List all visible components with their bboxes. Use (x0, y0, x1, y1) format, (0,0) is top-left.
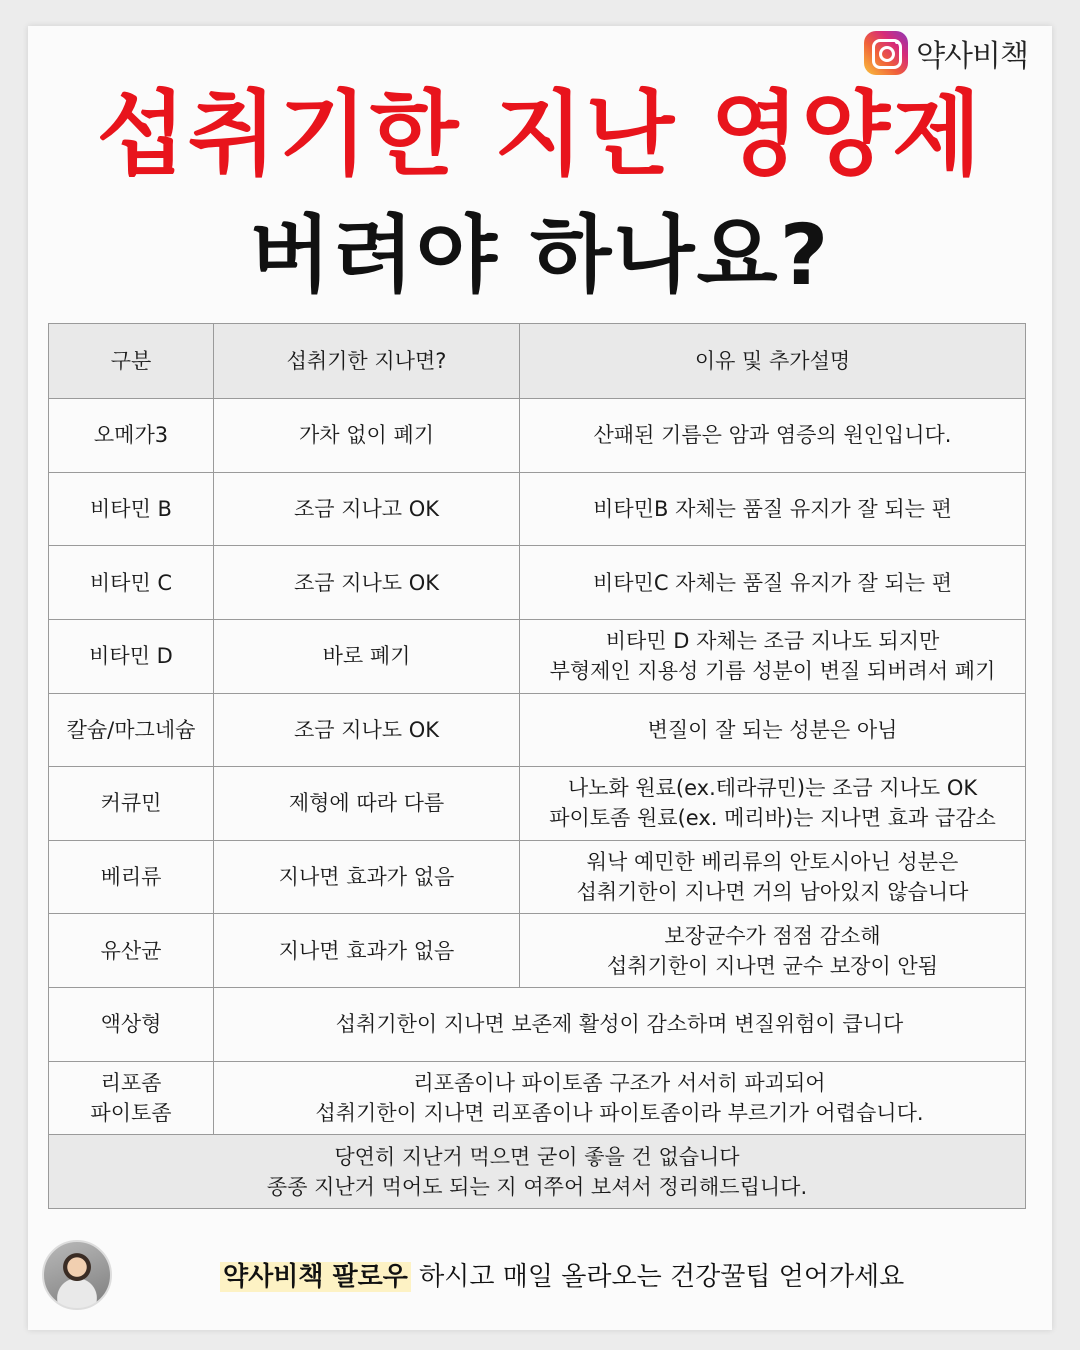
cell-line: 베리류 (100, 865, 162, 890)
cell-line: 지나면 효과가 없음 (278, 865, 455, 890)
cell-line: 나노화 원료(ex.테라큐민)는 조금 지나도 OK (567, 776, 978, 801)
cell-line: 커큐민 (100, 791, 162, 816)
cell-line: 조금 지나고 OK (293, 496, 440, 521)
reason-cell (520, 619, 1026, 693)
cell-line: 보장균수가 점점 감소해 (664, 923, 881, 948)
cell-line: 칼슘/마그네슘 (66, 717, 196, 742)
cell-line: 조금 지나도 OK (293, 570, 440, 595)
reason-cell (520, 840, 1026, 914)
cell-line: 오메가3 (93, 423, 169, 448)
category-cell (49, 619, 214, 693)
header-reason: 이유 및 추가설명 (520, 324, 1026, 399)
cell-line: 리포좀 (100, 1070, 162, 1095)
reason-cell (520, 399, 1026, 473)
after-expiry-cell (214, 619, 520, 693)
cta-rest: 하시고 매일 올라오는 건강꿀팁 얻어가세요 (410, 1262, 905, 1292)
after-expiry-cell (214, 693, 520, 767)
cell-line: 섭취기한이 지나면 리포좀이나 파이토좀이라 부르기가 어렵습니다. (315, 1100, 924, 1125)
cell-line: 비타민 B (90, 496, 172, 521)
reason-cell (520, 472, 1026, 546)
cell-line: 당연히 지난거 먹으면 굳이 좋을 건 없습니다 (334, 1144, 740, 1169)
after-expiry-cell (214, 472, 520, 546)
reason-cell (520, 693, 1026, 767)
cell-line: 종종 지난거 먹어도 되는 지 여쭈어 보셔서 정리해드립니다. (266, 1174, 808, 1199)
cell-line: 변질이 잘 되는 성분은 아님 (647, 717, 898, 742)
header-after-expiry: 섭취기한 지나면? (214, 324, 520, 399)
cell-line: 비타민C 자체는 품질 유지가 잘 되는 편 (592, 570, 952, 595)
footer (42, 1240, 1042, 1310)
cell-line: 지나면 효과가 없음 (278, 938, 455, 963)
reason-cell (520, 914, 1026, 988)
cell-line: 비타민 D 자체는 조금 지나도 되지만 (605, 629, 940, 654)
cell-line: 비타민 C (89, 570, 173, 595)
title-line-2: 버려야 하나요? (249, 206, 831, 304)
table-row (49, 693, 1026, 767)
table-row (49, 767, 1026, 841)
table-row (49, 472, 1026, 546)
table-row (49, 619, 1026, 693)
cta-text (220, 1256, 904, 1293)
cell-line: 유산균 (100, 938, 162, 963)
table-row (49, 988, 1026, 1062)
category-cell (49, 840, 214, 914)
cell-line: 가차 없이 폐기 (298, 423, 435, 448)
cell-line: 비타민B 자체는 품질 유지가 잘 되는 편 (593, 496, 952, 521)
category-cell (49, 914, 214, 988)
category-cell (49, 472, 214, 546)
supplement-table (48, 323, 1026, 1209)
cell-line: 부형제인 지용성 기름 성분이 변질 되버려서 폐기 (549, 659, 996, 684)
cell-line: 바로 폐기 (322, 644, 411, 669)
after-expiry-cell (214, 546, 520, 620)
instagram-icon[interactable] (864, 31, 908, 75)
cell-line: 비타민 D (89, 644, 173, 669)
table-row (49, 840, 1026, 914)
category-cell (49, 546, 214, 620)
brand-name: 약사비책 (916, 39, 1028, 74)
reason-cell (520, 546, 1026, 620)
avatar (42, 1240, 112, 1310)
table-footer-row (49, 1135, 1026, 1209)
table-row (49, 399, 1026, 473)
cell-line: 리포좀이나 파이토좀 구조가 서서히 파괴되어 (413, 1070, 826, 1095)
merged-description-cell (214, 1061, 1026, 1135)
category-cell (49, 988, 214, 1062)
footer-note-cell (49, 1135, 1026, 1209)
table-header-row (49, 324, 1026, 399)
brand[interactable] (864, 30, 1028, 76)
after-expiry-cell (214, 399, 520, 473)
title-line-1: 섭취기한 지난 영양제 (97, 81, 983, 188)
cta-highlight[interactable]: 약사비책 팔로우 (220, 1262, 411, 1292)
category-cell (49, 693, 214, 767)
cell-line: 액상형 (100, 1012, 162, 1037)
after-expiry-cell (214, 914, 520, 988)
cell-line: 조금 지나도 OK (293, 717, 440, 742)
category-cell (49, 767, 214, 841)
cell-line: 워낙 예민한 베리류의 안토시아닌 성분은 (586, 850, 959, 875)
table-row (49, 1061, 1026, 1135)
cell-line: 산패된 기름은 암과 염증의 원인입니다. (593, 423, 952, 448)
cell-line: 파이토좀 (90, 1100, 172, 1125)
merged-description-cell (214, 988, 1026, 1062)
header-category: 구분 (49, 324, 214, 399)
cell-line: 섭취기한이 지나면 거의 남아있지 않습니다 (576, 880, 969, 905)
category-cell (49, 399, 214, 473)
cell-line: 제형에 따라 다름 (288, 791, 445, 816)
reason-cell (520, 767, 1026, 841)
category-cell (49, 1061, 214, 1135)
cell-line: 파이토좀 원료(ex. 메리바)는 지나면 효과 급감소 (549, 806, 996, 831)
after-expiry-cell (214, 840, 520, 914)
table-row (49, 914, 1026, 988)
table-row (49, 546, 1026, 620)
cell-line: 섭취기한이 지나면 보존제 활성이 감소하며 변질위험이 큽니다 (335, 1012, 904, 1037)
after-expiry-cell (214, 767, 520, 841)
cell-line: 섭취기한이 지나면 균수 보장이 안됨 (607, 953, 938, 978)
